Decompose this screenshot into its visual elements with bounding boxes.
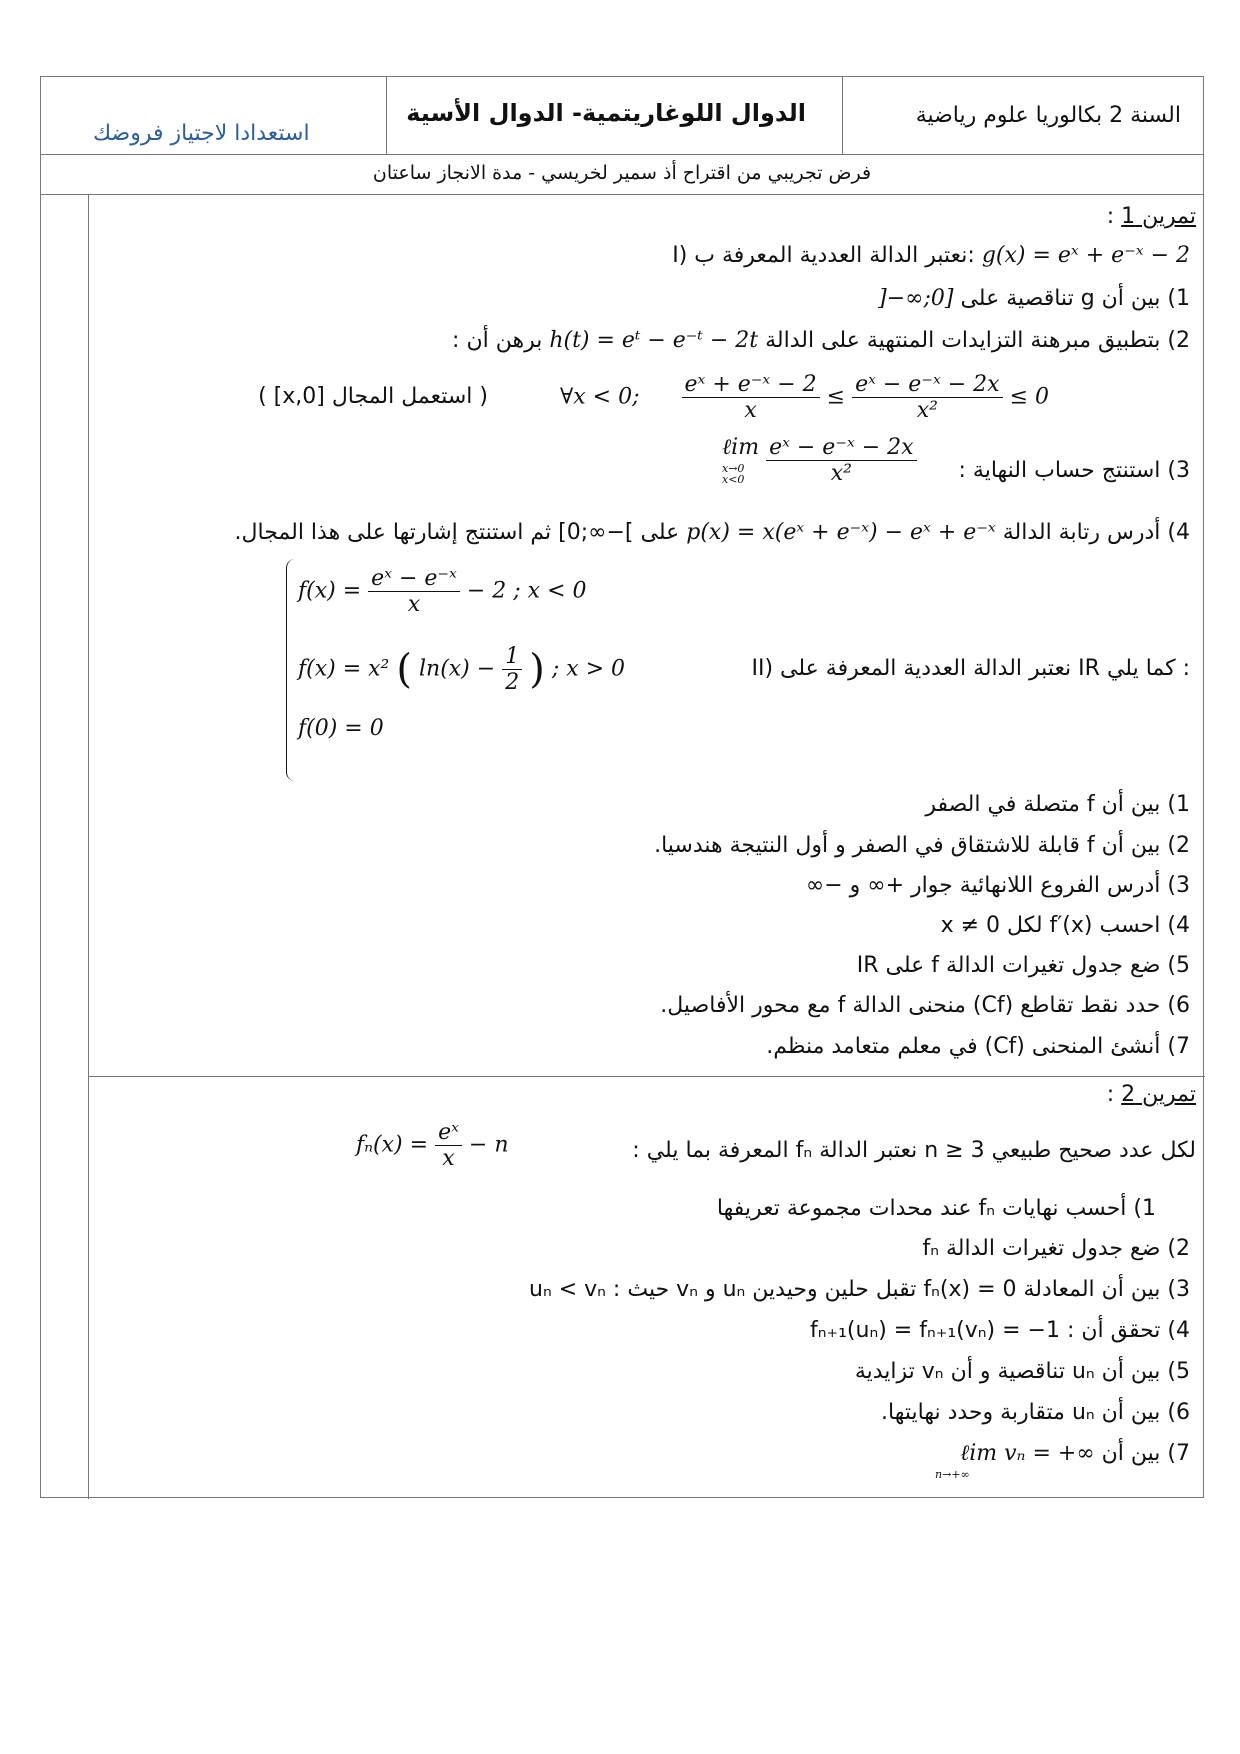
ex1-hint (258, 384, 488, 409)
lim-sub-1: x→0 (722, 461, 745, 475)
f-case1-fraction (368, 566, 460, 617)
ex1-q4-text: 4) أدرس رتابة الدالة (1002, 520, 1190, 545)
ex2-q7-sub (935, 1468, 970, 1481)
ex1-part2-line (751, 656, 1190, 681)
part2-q1-text: 1) بين أن f متصلة في الصفر (925, 792, 1190, 817)
ineq-end: ≤ 0 (1009, 384, 1050, 410)
ex1-q1-line (878, 286, 1190, 311)
fn-fraction (435, 1120, 462, 1171)
header-row (41, 77, 1203, 155)
part2-q7-text: 7) أنشئ المنحنى (Cf) في معلم متعامد منظم. (766, 1034, 1190, 1059)
ex1-q4-line (235, 520, 1190, 545)
ex1-title-text: تمرين 1 (1121, 204, 1196, 229)
part2-q2-text: 2) بين أن f قابلة للاشتقاق في الصفر و أول النتيجة هندسيا. (654, 833, 1190, 858)
f-case-3 (298, 716, 384, 741)
ineq-le: ≤ (826, 384, 846, 410)
f-case1-right: − 2 ; x < 0 (466, 578, 587, 604)
ex2-q5-text: 5) بين أن uₙ تناقصية و أن vₙ تزايدية (854, 1359, 1190, 1384)
g-definition: g(x) = eˣ + e⁻ˣ − 2 (981, 243, 1190, 268)
ex1-title-colon: : (1106, 204, 1115, 229)
f-case3: f(0) = 0 (298, 716, 384, 741)
ex2-q7-limit: ℓim vₙ = +∞ (960, 1441, 1095, 1466)
h-definition: h(t) = eᵗ − e⁻ᵗ − 2t (549, 328, 759, 353)
exercise-divider (88, 1076, 1205, 1077)
ex2-q2 (922, 1236, 1190, 1261)
ex2-q3 (529, 1277, 1190, 1302)
part2-q6-text: 6) حدد نقط تقاطع (Cf) منحنى الدالة f مع محور الأفاصيل. (660, 993, 1190, 1018)
part2-q5 (857, 953, 1190, 978)
f-case-1 (298, 566, 587, 617)
ex2-intro (632, 1138, 1196, 1163)
ex2-q7-text: 7) بين أن (1101, 1441, 1190, 1466)
lim-sub-2: x<0 (722, 472, 745, 486)
part2-q2 (654, 833, 1190, 858)
header-topic: الدوال اللوغاريتمية- الدوال الأسية (406, 99, 806, 127)
f-case2-left: f(x) = x² (298, 656, 390, 682)
ex2-q1-text: 1) أحسب نهايات fₙ عند محدات مجموعة تعريفها (716, 1196, 1156, 1221)
part2-statement: II) نعتبر الدالة العددية المعرفة على IR كما يلي : (751, 656, 1190, 681)
ex2-q4 (810, 1318, 1190, 1343)
ex2-title (1107, 1082, 1196, 1107)
piecewise-brace (286, 559, 295, 781)
part2-q6 (660, 993, 1190, 1018)
f-case1-den: x (407, 592, 421, 617)
ineq-fraction-1 (682, 372, 820, 423)
lim-fraction (766, 435, 917, 486)
ex1-q1-interval: ]−∞;0] (878, 286, 954, 311)
ex1-part1-line (672, 243, 1190, 268)
header-level: السنة 2 بكالوريا علوم رياضية (915, 103, 1181, 128)
header-motto: استعدادا لاجتياز فروضك (93, 121, 310, 146)
ineq-fraction-2 (852, 372, 1003, 423)
part2-q4-text: 4) احسب f′(x) لكل x ≠ 0 (940, 913, 1190, 938)
part2-q3 (806, 873, 1190, 898)
ex2-intro-text: لكل عدد صحيح طبيعي n ≥ 3 نعتبر الدالة fₙ المعرفة بما يلي : (632, 1138, 1196, 1163)
header-cell-right (843, 77, 1205, 154)
ineq-forall: ∀x < 0; (560, 384, 640, 410)
lim-den: x² (830, 461, 852, 486)
ex2-q7 (960, 1440, 1190, 1466)
fn-num: eˣ (435, 1120, 462, 1146)
ex1-q4-text2: على ]−∞;0] ثم استنتج إشارتها على هذا المجال. (234, 520, 680, 545)
ineq-den-2: x² (916, 398, 938, 423)
part2-q4 (941, 913, 1190, 938)
margin-divider (88, 194, 89, 1499)
ineq-den-1: x (744, 398, 757, 423)
ex1-q3-limit (722, 435, 917, 486)
f-case1-num: eˣ − e⁻ˣ (368, 566, 460, 592)
ex1-hint-text: ( استعمل المجال [x,0] ) (258, 384, 488, 409)
inequality (560, 372, 1049, 423)
header-cell-middle (387, 77, 843, 154)
f-case2-ln: ln(x) − (418, 656, 496, 682)
part2-q5-text: 5) ضع جدول تغيرات الدالة f على IR (856, 953, 1190, 978)
f-case2-right: ; x > 0 (551, 656, 626, 682)
p-definition: p(x) = x(eˣ + e⁻ˣ) − eˣ + e⁻ˣ (686, 520, 996, 545)
ex2-q4-text: 4) تحقق أن : fₙ₊₁(uₙ) = fₙ₊₁(vₙ) = −1 (809, 1318, 1190, 1343)
ex2-title-colon: : (1106, 1082, 1115, 1107)
f-case-2: f(x) = x² ( ln(x) − $\frac{1}{2}$ ) ; x > 0 (298, 644, 626, 695)
fn-left: fₙ(x) = (356, 1132, 429, 1158)
lim-num: eˣ − e⁻ˣ − 2x (766, 435, 917, 461)
ex2-q3-text: 3) بين أن المعادلة fₙ(x) = 0 تقبل حلين وحيدين uₙ و vₙ حيث : uₙ < vₙ (529, 1277, 1190, 1302)
ineq-num-1: eˣ + e⁻ˣ − 2 (682, 372, 820, 398)
part2-q3-text: 3) أدرس الفروع اللانهائية جوار +∞ و −∞ (805, 873, 1190, 898)
ineq-num-2: eˣ − e⁻ˣ − 2x (852, 372, 1003, 398)
f-case2-den: 2 (505, 670, 520, 695)
ex2-title-text: تمرين 2 (1121, 1082, 1196, 1107)
f-case2-num: 1 (502, 644, 522, 670)
fn-den: x (442, 1146, 455, 1171)
part2-q7 (766, 1034, 1190, 1059)
fn-definition (356, 1120, 509, 1171)
ex1-q2-text: 2) بتطبيق مبرهنة التزايدات المنتهية على الدالة (765, 328, 1190, 353)
ex2-q5 (855, 1359, 1190, 1384)
lim-word: ℓim (722, 434, 760, 460)
ex1-q2-text2: برهن أن : (452, 328, 543, 353)
ex1-q1-text: 1) بين أن g تناقصية على (960, 286, 1190, 311)
header-cell-left (41, 77, 387, 154)
ex2-q2-text: 2) ضع جدول تغيرات الدالة fₙ (922, 1236, 1190, 1261)
f-case2-fraction (502, 644, 522, 695)
ex1-q3-text: 3) استنتج حساب النهاية : (958, 458, 1190, 483)
ex2-q6 (881, 1400, 1190, 1425)
part1-statement: I) نعتبر الدالة العددية المعرفة ب: (672, 243, 975, 268)
ex1-q3-line (959, 458, 1191, 483)
fn-right: − n (468, 1132, 509, 1158)
ex1-q2-line (452, 328, 1190, 353)
ex2-q6-text: 6) بين أن uₙ متقاربة وحدد نهايتها. (881, 1400, 1190, 1425)
ex2-q7-sub-text: n→+∞ (935, 1468, 970, 1481)
ex2-q1 (717, 1196, 1156, 1221)
subtitle-row (41, 154, 1203, 195)
exam-subtitle: فرض تجريبي من اقتراح أذ سمير لخريسي - مدة الانجاز ساعتان (372, 162, 872, 184)
ex1-title (1107, 204, 1196, 229)
part2-q1 (925, 792, 1190, 817)
f-case1-left: f(x) = (298, 578, 362, 604)
